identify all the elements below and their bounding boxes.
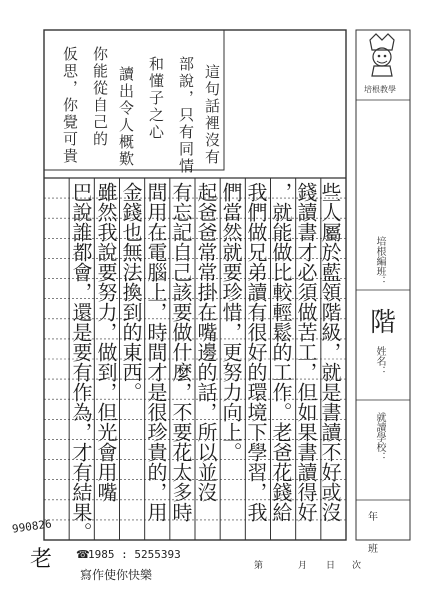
essay-column-3: ，就能做比較輕鬆的工作。老爸花錢給 bbox=[269, 182, 293, 522]
year-label: 年 bbox=[368, 512, 378, 523]
essay-column-1: 些人屬於藍領階級，就是書讀不好或沒 bbox=[318, 182, 342, 522]
comment-line-2: 你能從自己的 bbox=[91, 46, 109, 148]
teacher-signature: 老 bbox=[30, 547, 53, 572]
page-number-label: 第 bbox=[254, 561, 264, 571]
footer-slogan: 寫作使你快樂 bbox=[80, 568, 153, 582]
essay-column-9: 金錢也無法換到的東西。 bbox=[119, 182, 143, 402]
day-label: 日 bbox=[326, 561, 336, 571]
essay-column-2: 錢讀書才必須做苦工，但如果書讀得好 bbox=[294, 182, 318, 522]
essay-column-4: 我們做兄弟讀有很好的環境下學習，我 bbox=[244, 182, 268, 522]
comment-line-3: 讀出令人概歎 bbox=[117, 66, 135, 168]
essay-column-6: 起爸爸常常掛在嘴邊的話，所以並沒 bbox=[194, 182, 218, 502]
times-label: 次 bbox=[352, 561, 362, 571]
comment-line-5: 部說，只有同情 bbox=[177, 56, 195, 175]
footer-phone: 1985 : 5255393 bbox=[88, 548, 181, 561]
logo-icon bbox=[362, 30, 402, 80]
comment-line-6: 這句話裡沒有 bbox=[203, 64, 221, 166]
student-name-mark: 階 bbox=[370, 308, 397, 338]
comment-line-1: 仮思，你覺可貴 bbox=[61, 46, 79, 165]
logo-caption: 培根教學 bbox=[364, 85, 396, 94]
essay-column-10: 雖然我說要努力，做到，但光會用嘴 bbox=[94, 182, 118, 502]
comment-line-4: 和懂子之心 bbox=[147, 56, 165, 141]
essay-column-5: 們當然就要珍惜，更努力向上。 bbox=[219, 182, 243, 462]
date-stamp: 990826 bbox=[11, 517, 53, 536]
phone-icon: ☎ bbox=[76, 548, 90, 561]
name-field-label: 姓名： bbox=[374, 346, 385, 376]
school-field-label: 就讀學校： bbox=[374, 412, 385, 462]
essay-column-11: 巴說誰都會，還是要有作為，才有結果。 bbox=[69, 182, 93, 542]
class-field-label: 培根編班： bbox=[374, 236, 385, 286]
essay-column-8: 間用在電腦上，時間才是很珍貴的，用 bbox=[144, 182, 168, 522]
class-number-label: 班 bbox=[368, 544, 378, 555]
month-label: 月 bbox=[298, 561, 308, 571]
essay-column-7: 有忘記自己該要做什麼，不要花太多時 bbox=[169, 182, 193, 522]
